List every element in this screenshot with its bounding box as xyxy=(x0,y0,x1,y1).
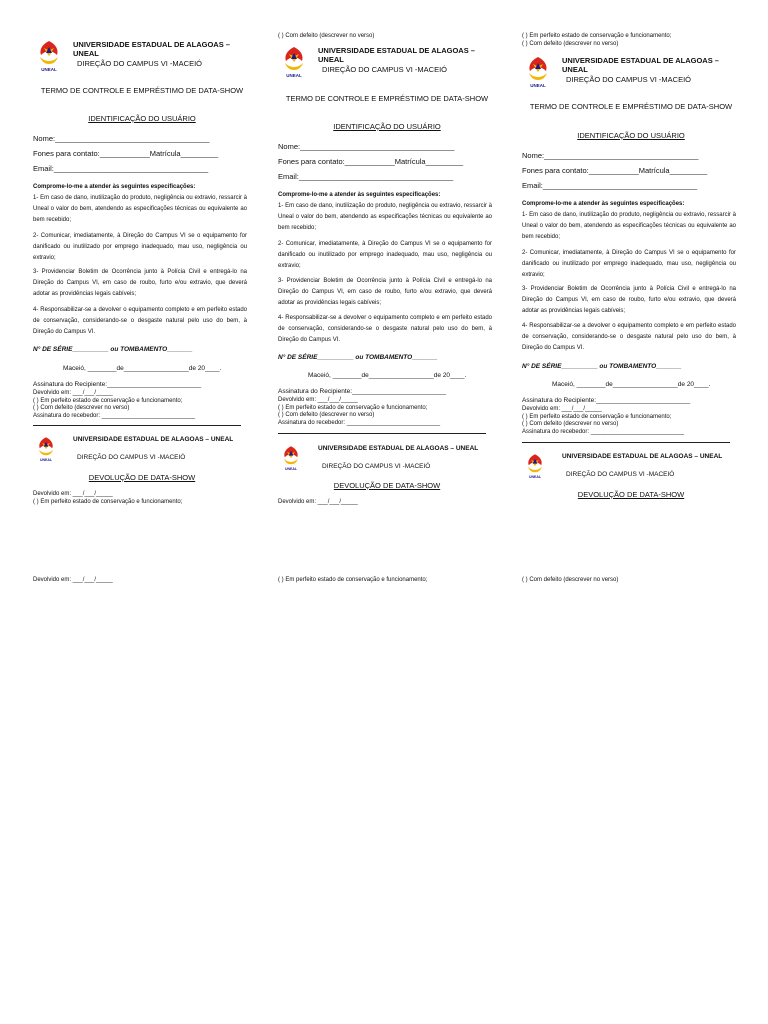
defect-option[interactable]: ( ) Com defeito (descrever no verso) xyxy=(278,33,375,39)
email-field[interactable]: Email:_____________________________________ xyxy=(278,172,454,181)
svg-text:UNEAL: UNEAL xyxy=(528,474,542,479)
campus-direction: DIREÇÃO DO CAMPUS VI -MACEIÓ xyxy=(77,454,186,461)
perfect-condition-option[interactable]: ( ) Em perfeito estado de conservação e funcionamento; xyxy=(522,33,672,39)
form-title: TERMO DE CONTROLE E EMPRÉSTIMO DE DATA-SHOW xyxy=(285,94,489,103)
university-name: UNIVERSIDADE ESTADUAL DE ALAGOAS – UNEAL xyxy=(562,453,723,460)
campus-direction: DIREÇÃO DO CAMPUS VI -MACEIÓ xyxy=(566,75,692,84)
form-title: TERMO DE CONTROLE E EMPRÉSTIMO DE DATA-SHOW xyxy=(40,86,244,95)
receiver-signature[interactable]: Assinatura do recebedor: ____________________________ xyxy=(522,428,685,435)
uneal-logo xyxy=(524,56,552,88)
uneal-logo xyxy=(280,46,308,78)
commitment-item-1: 1- Em caso de dano, inutilização do produto, negligência ou extravio, ressarcir à Uneal o valor do bem, atendendo as especificações técnicas ou equivalente ao bem recebido; xyxy=(522,212,736,240)
uneal-logo xyxy=(35,40,63,72)
date-line[interactable]: Maceió, ________de__________________de 20____. xyxy=(308,372,467,379)
uneal-logo xyxy=(280,445,302,471)
defect-option[interactable]: ( ) Com defeito (descrever no verso) xyxy=(33,405,130,411)
campus-direction: DIREÇÃO DO CAMPUS VI -MACEIÓ xyxy=(77,59,203,68)
campus-direction: DIREÇÃO DO CAMPUS VI -MACEIÓ xyxy=(566,471,675,478)
return-title: DEVOLUÇÃO DE DATA-SHOW xyxy=(333,481,441,490)
uneal-logo xyxy=(524,453,546,479)
commitment-item-4: 4- Responsabilizar-se a devolver o equipamento completo e em perfeito estado de conservação, considerando-se o desgaste natural pelo uso do bem, à Direção do Campus VI. xyxy=(278,315,492,343)
serial-number-field[interactable]: N° DE SÉRIE__________ ou TOMBAMENTO_______ xyxy=(522,363,682,370)
svg-text:UNEAL: UNEAL xyxy=(530,83,546,88)
form-column-2 xyxy=(278,0,496,600)
form-column-3 xyxy=(522,0,740,600)
commitment-item-4: 4- Responsabilizar-se a devolver o equipamento completo e em perfeito estado de conservação, considerando-se o desgaste natural pelo uso do bem, à Direção do Campus VI. xyxy=(33,307,247,335)
section-title: IDENTIFICAÇÃO DO USUÁRIO xyxy=(88,114,196,123)
commitment-item-1: 1- Em caso de dano, inutilização do produto, negligência ou extravio, ressarcir à Uneal o valor do bem, atendendo as especificações técnicas ou equivalente ao bem recebido; xyxy=(278,203,492,231)
recipient-signature[interactable]: Assinatura do Recipiente:__________________________ xyxy=(278,388,447,395)
returned-date[interactable]: Devolvido em: ___/___/_____ xyxy=(33,491,113,497)
footer-perfect-condition[interactable]: ( ) Em perfeito estado de conservação e funcionamento; xyxy=(278,577,428,583)
form-column-1 xyxy=(33,0,251,600)
serial-number-field[interactable]: N° DE SÉRIE__________ ou TOMBAMENTO_______ xyxy=(33,346,193,353)
form-header xyxy=(33,40,251,84)
returned-date[interactable]: Devolvido em: ___/___/_____ xyxy=(522,406,602,412)
returned-date[interactable]: Devolvido em: ___/___/_____ xyxy=(33,390,113,396)
receiver-signature[interactable]: Assinatura do recebedor: ____________________________ xyxy=(33,412,196,419)
form-header xyxy=(522,56,740,100)
perfect-condition-option[interactable]: ( ) Em perfeito estado de conservação e funcionamento; xyxy=(33,397,183,404)
svg-text:UNEAL: UNEAL xyxy=(39,457,53,462)
perfect-condition-option[interactable]: ( ) Em perfeito estado de conservação e funcionamento; xyxy=(278,404,428,411)
perfect-condition-option[interactable]: ( ) Em perfeito estado de conservação e funcionamento; xyxy=(33,499,183,505)
svg-text:UNEAL: UNEAL xyxy=(284,466,298,471)
campus-direction: DIREÇÃO DO CAMPUS VI -MACEIÓ xyxy=(322,65,448,74)
divider xyxy=(522,442,730,443)
receiver-signature[interactable]: Assinatura do recebedor: ____________________________ xyxy=(278,419,441,426)
phone-registration-field[interactable]: Fones para contato:____________Matrícula_________ xyxy=(278,157,464,166)
perfect-condition-option[interactable]: ( ) Em perfeito estado de conservação e funcionamento; xyxy=(522,413,672,420)
university-name: UNIVERSIDADE ESTADUAL DE ALAGOAS – UNEAL xyxy=(73,40,230,58)
recipient-signature[interactable]: Assinatura do Recipiente:__________________________ xyxy=(33,381,202,388)
section-title: IDENTIFICAÇÃO DO USUÁRIO xyxy=(577,131,685,140)
serial-number-field[interactable]: N° DE SÉRIE__________ ou TOMBAMENTO_______ xyxy=(278,354,438,361)
date-line[interactable]: Maceió, ________de__________________de 20____. xyxy=(63,365,222,372)
name-field[interactable]: Nome:_____________________________________ xyxy=(522,151,699,160)
section-title: IDENTIFICAÇÃO DO USUÁRIO xyxy=(333,122,441,131)
phone-registration-field[interactable]: Fones para contato:____________Matrícula_________ xyxy=(522,166,708,175)
footer-defect[interactable]: ( ) Com defeito (descrever no verso) xyxy=(522,577,619,583)
divider xyxy=(278,433,486,434)
returned-date[interactable]: Devolvido em: ___/___/_____ xyxy=(278,499,358,505)
commitment-item-3: 3- Providenciar Boletim de Ocorrência junto à Polícia Civil e entregá-lo na Direção do Campus VI, em caso de roubo, furto e/ou extravio, que deverá adotar as providências legais cabíveis; xyxy=(522,286,736,314)
svg-text:UNEAL: UNEAL xyxy=(41,67,57,72)
university-name: UNIVERSIDADE ESTADUAL DE ALAGOAS – UNEAL xyxy=(318,445,479,452)
commitment-intro: Comprome-lo-me a atender às seguintes especificações: xyxy=(278,192,441,198)
return-title: DEVOLUÇÃO DE DATA-SHOW xyxy=(88,473,196,482)
uneal-logo xyxy=(35,436,57,462)
university-name: UNIVERSIDADE ESTADUAL DE ALAGOAS – UNEAL xyxy=(562,56,719,74)
commitment-intro: Comprome-lo-me a atender às seguintes especificações: xyxy=(33,184,196,190)
phone-registration-field[interactable]: Fones para contato:____________Matrícula_________ xyxy=(33,149,219,158)
date-line[interactable]: Maceió, ________de__________________de 20____. xyxy=(552,381,711,388)
commitment-item-2: 2- Comunicar, imediatamente, à Direção do Campus VI se o equipamento for danificado ou inutilizado por emprego inadequado, mau uso, negligência ou extravio; xyxy=(278,241,492,269)
form-header xyxy=(278,46,496,90)
defect-option[interactable]: ( ) Com defeito (descrever no verso) xyxy=(522,421,619,427)
commitment-item-2: 2- Comunicar, imediatamente, à Direção do Campus VI se o equipamento for danificado ou inutilizado por emprego inadequado, mau uso, negligência ou extravio; xyxy=(522,250,736,278)
email-field[interactable]: Email:_____________________________________ xyxy=(522,181,698,190)
form-title: TERMO DE CONTROLE E EMPRÉSTIMO DE DATA-SHOW xyxy=(529,102,733,111)
commitment-item-1: 1- Em caso de dano, inutilização do produto, negligência ou extravio, ressarcir à Uneal o valor do bem, atendendo as especificações técnicas ou equivalente ao bem recebido; xyxy=(33,195,247,223)
recipient-signature[interactable]: Assinatura do Recipiente:__________________________ xyxy=(522,397,691,404)
defect-option[interactable]: ( ) Com defeito (descrever no verso) xyxy=(522,41,619,47)
university-name: UNIVERSIDADE ESTADUAL DE ALAGOAS – UNEAL xyxy=(318,46,475,64)
email-field[interactable]: Email:_____________________________________ xyxy=(33,164,209,173)
campus-direction: DIREÇÃO DO CAMPUS VI -MACEIÓ xyxy=(322,463,431,470)
university-name: UNIVERSIDADE ESTADUAL DE ALAGOAS – UNEAL xyxy=(73,436,234,443)
commitment-intro: Comprome-lo-me a atender às seguintes especificações: xyxy=(522,201,685,207)
defect-option[interactable]: ( ) Com defeito (descrever no verso) xyxy=(278,412,375,418)
return-title: DEVOLUÇÃO DE DATA-SHOW xyxy=(577,490,685,499)
commitment-item-2: 2- Comunicar, imediatamente, à Direção do Campus VI se o equipamento for danificado ou inutilizado por emprego inadequado, mau uso, negligência ou extravio; xyxy=(33,233,247,261)
name-field[interactable]: Nome:_____________________________________ xyxy=(33,134,210,143)
commitment-item-3: 3- Providenciar Boletim de Ocorrência junto à Polícia Civil e entregá-lo na Direção do Campus VI, em caso de roubo, furto e/ou extravio, que deverá adotar as providências legais cabíveis; xyxy=(33,269,247,297)
svg-text:UNEAL: UNEAL xyxy=(286,73,302,78)
commitment-item-3: 3- Providenciar Boletim de Ocorrência junto à Polícia Civil e entregá-lo na Direção do Campus VI, em caso de roubo, furto e/ou extravio, que deverá adotar as providências legais cabíveis; xyxy=(278,278,492,306)
divider xyxy=(33,425,241,426)
footer-returned-date[interactable]: Devolvido em: ___/___/_____ xyxy=(33,577,113,583)
returned-date[interactable]: Devolvido em: ___/___/_____ xyxy=(278,397,358,403)
name-field[interactable]: Nome:_____________________________________ xyxy=(278,142,455,151)
commitment-item-4: 4- Responsabilizar-se a devolver o equipamento completo e em perfeito estado de conservação, considerando-se o desgaste natural pelo uso do bem, à Direção do Campus VI. xyxy=(522,323,736,351)
